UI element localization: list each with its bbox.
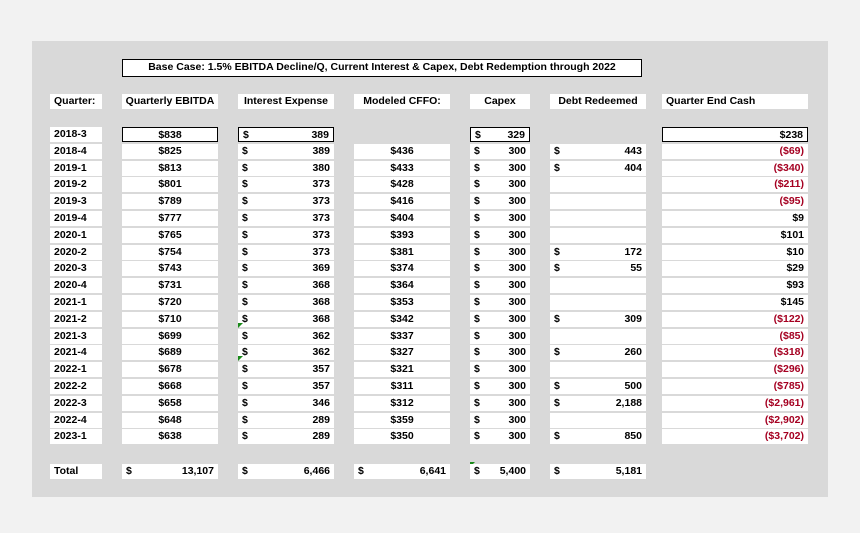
currency-symbol: $ (474, 413, 480, 426)
cell-cffo[interactable]: $337 (354, 329, 450, 344)
cell-capex[interactable] (470, 278, 530, 293)
cell-debt[interactable] (550, 161, 646, 176)
total-debt-value: 5,181 (615, 465, 642, 477)
cell-cash[interactable]: ($69) (662, 144, 808, 159)
cell-debt[interactable] (550, 211, 646, 226)
cell-cffo[interactable]: $311 (354, 379, 450, 394)
currency-symbol: $ (474, 380, 480, 392)
interest-value: 389 (311, 129, 329, 141)
cell-cash[interactable]: ($95) (662, 194, 808, 209)
cell-capex[interactable] (470, 144, 530, 159)
cell-debt[interactable] (550, 345, 646, 360)
header-cash[interactable]: Quarter End Cash (662, 94, 808, 109)
cell-cash[interactable]: $9 (662, 211, 808, 226)
cell-capex[interactable] (470, 362, 530, 377)
cell-cash[interactable]: $238 (662, 127, 808, 142)
currency-symbol: $ (554, 312, 560, 325)
total-ebitda-value: 13,107 (181, 465, 214, 477)
cell-debt[interactable] (550, 329, 646, 344)
capex-value: 300 (508, 212, 526, 224)
cell-quarter[interactable]: 2021-3 (50, 329, 102, 344)
cell-cffo[interactable]: $436 (354, 144, 450, 159)
cell-interest[interactable] (238, 329, 334, 344)
currency-symbol: $ (242, 465, 248, 477)
cell-ebitda[interactable]: $801 (122, 177, 218, 192)
interest-value: 362 (312, 346, 330, 359)
interest-value: 362 (312, 329, 330, 342)
cell-ebitda[interactable]: $731 (122, 278, 218, 293)
capex-value: 300 (508, 430, 526, 443)
cell-cffo[interactable]: $428 (354, 177, 450, 192)
cell-quarter[interactable]: 2022-2 (50, 379, 102, 394)
interest-value: 368 (312, 296, 330, 308)
capex-value: 300 (508, 228, 526, 241)
cell-ebitda[interactable]: $765 (122, 228, 218, 243)
currency-symbol: $ (242, 380, 248, 392)
cell-interest[interactable] (238, 144, 334, 159)
cell-interest[interactable] (238, 295, 334, 310)
interest-value: 373 (312, 195, 330, 208)
cell-cffo[interactable]: $416 (354, 194, 450, 209)
currency-symbol: $ (474, 212, 480, 224)
debt-value: 309 (624, 312, 642, 325)
currency-symbol: $ (554, 396, 560, 409)
cell-capex[interactable] (470, 245, 530, 260)
currency-symbol: $ (242, 346, 248, 359)
total-interest[interactable] (238, 464, 334, 479)
cell-debt[interactable] (550, 312, 646, 327)
header-interest[interactable]: Interest Expense (238, 94, 334, 109)
currency-symbol: $ (474, 161, 480, 174)
cell-capex[interactable] (470, 429, 530, 444)
cell-quarter[interactable]: 2020-2 (50, 245, 102, 260)
cell-cffo[interactable]: $321 (354, 362, 450, 377)
cell-debt[interactable] (550, 228, 646, 243)
cell-quarter[interactable]: 2020-1 (50, 228, 102, 243)
cell-cffo[interactable]: $433 (354, 161, 450, 176)
cell-quarter[interactable]: 2018-4 (50, 144, 102, 159)
cell-quarter[interactable]: 2019-4 (50, 211, 102, 226)
cell-ebitda[interactable]: $678 (122, 362, 218, 377)
cell-debt[interactable] (550, 261, 646, 276)
debt-value: 500 (624, 380, 642, 392)
currency-symbol: $ (474, 396, 480, 409)
cell-capex[interactable] (470, 295, 530, 310)
cell-quarter[interactable]: 2022-4 (50, 413, 102, 428)
cell-quarter[interactable]: 2022-1 (50, 362, 102, 377)
currency-symbol: $ (242, 178, 248, 191)
spreadsheet-sheet (32, 41, 828, 497)
cell-capex[interactable] (470, 127, 530, 142)
capex-value: 300 (508, 245, 526, 258)
currency-symbol: $ (242, 161, 248, 174)
capex-value: 300 (508, 144, 526, 157)
cell-interest[interactable] (238, 245, 334, 260)
cell-cffo[interactable]: $393 (354, 228, 450, 243)
cell-debt[interactable] (550, 144, 646, 159)
cell-interest[interactable] (238, 161, 334, 176)
cell-ebitda[interactable]: $699 (122, 329, 218, 344)
debt-value: 172 (624, 245, 642, 258)
interest-value: 373 (312, 228, 330, 241)
capex-value: 300 (508, 413, 526, 426)
debt-value: 55 (630, 262, 642, 275)
currency-symbol: $ (475, 129, 481, 141)
header-quarter[interactable]: Quarter: (50, 94, 102, 109)
cell-cash[interactable]: ($211) (662, 177, 808, 192)
currency-symbol: $ (242, 396, 248, 409)
cell-capex[interactable] (470, 312, 530, 327)
total-cffo[interactable] (354, 464, 450, 479)
header-capex[interactable]: Capex (470, 94, 530, 109)
cell-quarter[interactable]: 2018-3 (50, 127, 102, 142)
cell-capex[interactable] (470, 396, 530, 411)
cell-cash[interactable]: ($296) (662, 362, 808, 377)
cell-debt[interactable] (550, 413, 646, 428)
cell-cash[interactable]: $101 (662, 228, 808, 243)
capex-value: 300 (508, 380, 526, 392)
cell-quarter[interactable]: 2019-3 (50, 194, 102, 209)
currency-symbol: $ (474, 430, 480, 443)
cell-cash[interactable]: $145 (662, 295, 808, 310)
cell-capex[interactable] (470, 261, 530, 276)
comment-marker (238, 323, 243, 328)
cell-debt[interactable] (550, 362, 646, 377)
currency-symbol: $ (242, 279, 248, 292)
cell-interest[interactable] (238, 228, 334, 243)
cell-ebitda[interactable]: $668 (122, 379, 218, 394)
cell-quarter[interactable]: 2021-2 (50, 312, 102, 327)
interest-value: 346 (312, 396, 330, 409)
cell-ebitda[interactable]: $710 (122, 312, 218, 327)
cell-quarter[interactable]: 2019-1 (50, 161, 102, 176)
cell-cffo[interactable]: $404 (354, 211, 450, 226)
cell-cash[interactable]: ($785) (662, 379, 808, 394)
cell-interest[interactable] (238, 413, 334, 428)
total-ebitda[interactable] (122, 464, 218, 479)
currency-symbol: $ (242, 245, 248, 258)
currency-symbol: $ (242, 212, 248, 224)
currency-symbol: $ (242, 413, 248, 426)
currency-symbol: $ (242, 144, 248, 157)
currency-symbol: $ (474, 178, 480, 191)
currency-symbol: $ (474, 363, 480, 376)
cell-capex[interactable] (470, 329, 530, 344)
cell-debt[interactable] (550, 295, 646, 310)
interest-value: 289 (312, 413, 330, 426)
cell-capex[interactable] (470, 177, 530, 192)
currency-symbol: $ (554, 465, 560, 477)
currency-symbol: $ (554, 380, 560, 392)
interest-value: 368 (312, 279, 330, 292)
capex-value: 300 (508, 312, 526, 325)
currency-symbol: $ (242, 363, 248, 376)
cell-debt[interactable] (550, 379, 646, 394)
cell-ebitda[interactable]: $825 (122, 144, 218, 159)
capex-value: 300 (508, 363, 526, 376)
total-label[interactable]: Total (50, 464, 102, 479)
scenario-title: Base Case: 1.5% EBITDA Decline/Q, Current Interest & Capex, Debt Redemption through 2022 (122, 59, 642, 77)
cell-cash[interactable]: ($2,961) (662, 396, 808, 411)
cell-quarter[interactable]: 2020-3 (50, 261, 102, 276)
currency-symbol: $ (554, 245, 560, 258)
cell-cffo[interactable]: $381 (354, 245, 450, 260)
cell-debt[interactable] (550, 429, 646, 444)
capex-value: 329 (507, 129, 525, 141)
cell-interest[interactable] (238, 211, 334, 226)
debt-value: 443 (624, 144, 642, 157)
interest-value: 373 (312, 212, 330, 224)
cell-cffo[interactable]: $364 (354, 278, 450, 293)
cell-ebitda[interactable]: $648 (122, 413, 218, 428)
debt-value: 2,188 (615, 396, 642, 409)
cell-interest[interactable] (238, 429, 334, 444)
cell-interest[interactable] (238, 345, 334, 360)
currency-symbol: $ (242, 296, 248, 308)
cell-cffo[interactable]: $359 (354, 413, 450, 428)
header-ebitda[interactable]: Quarterly EBITDA (122, 94, 218, 109)
cell-cffo[interactable]: $342 (354, 312, 450, 327)
currency-symbol: $ (554, 430, 560, 443)
cell-ebitda[interactable]: $838 (122, 127, 218, 142)
currency-symbol: $ (242, 312, 248, 325)
currency-symbol: $ (243, 129, 249, 141)
currency-symbol: $ (242, 262, 248, 275)
cell-quarter[interactable]: 2020-4 (50, 278, 102, 293)
currency-symbol: $ (474, 465, 480, 477)
interest-value: 289 (312, 430, 330, 443)
cell-interest[interactable] (238, 127, 334, 142)
capex-value: 300 (508, 178, 526, 191)
cell-cash[interactable]: $29 (662, 261, 808, 276)
currency-symbol: $ (242, 228, 248, 241)
total-interest-value: 6,466 (303, 465, 330, 477)
capex-value: 300 (508, 195, 526, 208)
cell-cash[interactable]: ($2,902) (662, 413, 808, 428)
currency-symbol: $ (474, 144, 480, 157)
capex-value: 300 (508, 346, 526, 359)
currency-symbol: $ (554, 346, 560, 359)
interest-value: 357 (312, 380, 330, 392)
cell-debt[interactable] (550, 245, 646, 260)
cell-debt[interactable] (550, 396, 646, 411)
cell-cash[interactable]: ($122) (662, 312, 808, 327)
currency-symbol: $ (474, 228, 480, 241)
currency-symbol: $ (242, 195, 248, 208)
cell-cash[interactable]: $93 (662, 278, 808, 293)
currency-symbol: $ (474, 329, 480, 342)
cell-interest[interactable] (238, 177, 334, 192)
interest-value: 357 (312, 363, 330, 376)
cell-ebitda[interactable]: $813 (122, 161, 218, 176)
cell-ebitda[interactable]: $638 (122, 429, 218, 444)
interest-value: 368 (312, 312, 330, 325)
cell-capex[interactable] (470, 379, 530, 394)
currency-symbol: $ (126, 465, 132, 477)
cell-capex[interactable] (470, 211, 530, 226)
currency-symbol: $ (554, 161, 560, 174)
capex-value: 300 (508, 279, 526, 292)
total-debt[interactable] (550, 464, 646, 479)
capex-value: 300 (508, 161, 526, 174)
total-capex-value: 5,400 (499, 465, 526, 477)
cell-cffo[interactable]: $312 (354, 396, 450, 411)
cell-cffo[interactable]: $374 (354, 261, 450, 276)
cell-ebitda[interactable]: $689 (122, 345, 218, 360)
currency-symbol: $ (474, 245, 480, 258)
currency-symbol: $ (474, 296, 480, 308)
cell-interest[interactable] (238, 396, 334, 411)
cell-quarter[interactable]: 2023-1 (50, 429, 102, 444)
cell-capex[interactable] (470, 228, 530, 243)
currency-symbol: $ (474, 195, 480, 208)
cell-debt[interactable] (550, 278, 646, 293)
cell-interest[interactable] (238, 261, 334, 276)
currency-symbol: $ (242, 430, 248, 443)
cell-cffo[interactable]: $350 (354, 429, 450, 444)
capex-value: 300 (508, 329, 526, 342)
debt-value: 260 (624, 346, 642, 359)
debt-value: 404 (624, 161, 642, 174)
cell-ebitda[interactable]: $743 (122, 261, 218, 276)
capex-value: 300 (508, 296, 526, 308)
cell-quarter[interactable]: 2021-1 (50, 295, 102, 310)
cell-ebitda[interactable]: $789 (122, 194, 218, 209)
cell-capex[interactable] (470, 161, 530, 176)
currency-symbol: $ (554, 262, 560, 275)
currency-symbol: $ (474, 279, 480, 292)
cell-cash[interactable]: ($340) (662, 161, 808, 176)
header-debt[interactable]: Debt Redeemed (550, 94, 646, 109)
cell-ebitda[interactable]: $777 (122, 211, 218, 226)
cell-interest[interactable] (238, 312, 334, 327)
currency-symbol: $ (358, 465, 364, 477)
cell-ebitda[interactable]: $754 (122, 245, 218, 260)
cell-interest[interactable] (238, 379, 334, 394)
currency-symbol: $ (474, 262, 480, 275)
interest-value: 369 (312, 262, 330, 275)
cell-debt[interactable] (550, 194, 646, 209)
currency-symbol: $ (474, 346, 480, 359)
cell-cash[interactable]: $10 (662, 245, 808, 260)
capex-value: 300 (508, 262, 526, 275)
debt-value: 850 (624, 430, 642, 443)
cell-cash[interactable]: ($85) (662, 329, 808, 344)
cell-quarter[interactable]: 2021-4 (50, 345, 102, 360)
cell-quarter[interactable]: 2019-2 (50, 177, 102, 192)
total-capex[interactable] (470, 464, 530, 479)
currency-symbol: $ (474, 312, 480, 325)
cell-debt[interactable] (550, 177, 646, 192)
cell-capex[interactable] (470, 345, 530, 360)
cell-interest[interactable] (238, 194, 334, 209)
interest-value: 373 (312, 245, 330, 258)
cell-capex[interactable] (470, 413, 530, 428)
comment-marker (238, 356, 243, 361)
capex-value: 300 (508, 396, 526, 409)
cell-ebitda[interactable]: $658 (122, 396, 218, 411)
total-cffo-value: 6,641 (419, 465, 446, 477)
interest-value: 380 (312, 161, 330, 174)
cell-quarter[interactable]: 2022-3 (50, 396, 102, 411)
cell-cffo[interactable]: $353 (354, 295, 450, 310)
currency-symbol: $ (242, 329, 248, 342)
cell-interest[interactable] (238, 278, 334, 293)
cell-capex[interactable] (470, 194, 530, 209)
header-cffo[interactable]: Modeled CFFO: (354, 94, 450, 109)
currency-symbol: $ (554, 144, 560, 157)
cell-cash[interactable]: ($318) (662, 345, 808, 360)
cell-interest[interactable] (238, 362, 334, 377)
interest-value: 373 (312, 178, 330, 191)
cell-ebitda[interactable]: $720 (122, 295, 218, 310)
cell-cash[interactable]: ($3,702) (662, 429, 808, 444)
cell-cffo[interactable]: $327 (354, 345, 450, 360)
interest-value: 389 (312, 144, 330, 157)
